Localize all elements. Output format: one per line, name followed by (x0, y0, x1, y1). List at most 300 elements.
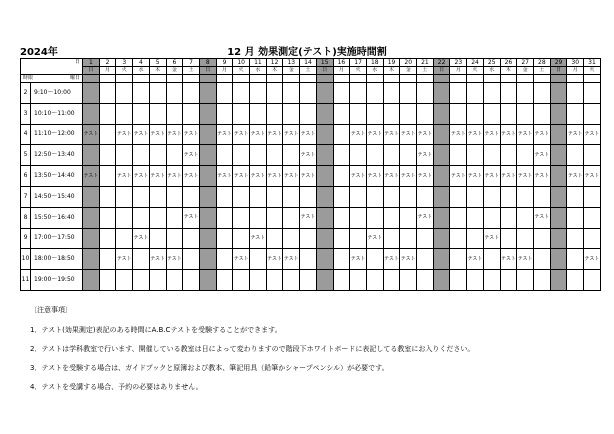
blank-cell (149, 75, 166, 83)
day-number-4: 4 (133, 59, 150, 67)
empty-cell (333, 83, 350, 104)
test-cell: テスト (300, 166, 317, 187)
empty-cell (233, 186, 250, 207)
day-number-9: 9 (216, 59, 233, 67)
empty-cell (83, 145, 100, 166)
period-time: 10:10～11:00 (31, 103, 83, 124)
weekday-24: 火 (467, 67, 484, 75)
test-cell: テスト (584, 249, 601, 270)
empty-cell (116, 207, 133, 228)
empty-cell (517, 145, 534, 166)
test-cell: テスト (467, 166, 484, 187)
empty-cell (567, 207, 584, 228)
empty-cell (467, 103, 484, 124)
empty-cell (216, 270, 233, 291)
empty-cell (99, 228, 116, 249)
empty-cell (467, 186, 484, 207)
blank-cell (316, 75, 333, 83)
empty-cell (333, 270, 350, 291)
test-cell: テスト (500, 249, 517, 270)
empty-cell (366, 145, 383, 166)
test-cell: テスト (233, 249, 250, 270)
empty-cell (233, 103, 250, 124)
test-cell: テスト (350, 124, 367, 145)
empty-cell (333, 103, 350, 124)
empty-cell (300, 83, 317, 104)
empty-cell (283, 145, 300, 166)
empty-cell (450, 207, 467, 228)
test-cell: テスト (149, 124, 166, 145)
blank-cell (99, 75, 116, 83)
empty-cell (450, 228, 467, 249)
empty-cell (149, 228, 166, 249)
test-cell: テスト (183, 207, 200, 228)
test-cell: テスト (517, 166, 534, 187)
day-number-30: 30 (567, 59, 584, 67)
period-row-11 (21, 270, 601, 291)
empty-cell (500, 228, 517, 249)
empty-cell (500, 145, 517, 166)
empty-cell (417, 249, 434, 270)
empty-cell (483, 103, 500, 124)
test-cell: テスト (383, 166, 400, 187)
test-cell: テスト (500, 124, 517, 145)
empty-cell (550, 83, 567, 104)
test-cell: テスト (533, 166, 550, 187)
test-cell: テスト (266, 249, 283, 270)
empty-cell (483, 145, 500, 166)
empty-cell (149, 83, 166, 104)
weekday-23: 月 (450, 67, 467, 75)
weekday-21: 土 (417, 67, 434, 75)
empty-cell (550, 124, 567, 145)
period-row-5 (21, 145, 601, 166)
empty-cell (266, 270, 283, 291)
empty-cell (467, 83, 484, 104)
empty-cell (99, 145, 116, 166)
test-cell: テスト (283, 166, 300, 187)
blank-cell (467, 75, 484, 83)
period-row-4 (21, 124, 601, 145)
weekday-26: 木 (500, 67, 517, 75)
empty-cell (199, 83, 216, 104)
blank-cell (333, 75, 350, 83)
test-cell: テスト (366, 166, 383, 187)
empty-cell (316, 124, 333, 145)
day-number-6: 6 (166, 59, 183, 67)
empty-cell (99, 207, 116, 228)
test-cell: テスト (350, 249, 367, 270)
day-number-20: 20 (400, 59, 417, 67)
empty-cell (483, 270, 500, 291)
test-cell: テスト (216, 124, 233, 145)
blank-cell (483, 75, 500, 83)
blank-cell (567, 75, 584, 83)
empty-cell (567, 228, 584, 249)
empty-cell (233, 145, 250, 166)
empty-cell (216, 145, 233, 166)
test-cell: テスト (166, 124, 183, 145)
period-label-cell (21, 75, 83, 83)
period-number: 9 (21, 228, 31, 249)
day-number-29: 29 (550, 59, 567, 67)
empty-cell (316, 145, 333, 166)
test-cell: テスト (567, 166, 584, 187)
empty-cell (166, 186, 183, 207)
period-number: 2 (21, 83, 31, 104)
empty-cell (216, 103, 233, 124)
period-row-3 (21, 103, 601, 124)
test-cell: テスト (233, 124, 250, 145)
period-row-7 (21, 186, 601, 207)
empty-cell (133, 145, 150, 166)
empty-cell (533, 83, 550, 104)
empty-cell (383, 207, 400, 228)
weekday-8: 日 (199, 67, 216, 75)
blank-cell (183, 75, 200, 83)
day-number-28: 28 (533, 59, 550, 67)
day-number-24: 24 (467, 59, 484, 67)
empty-cell (250, 83, 267, 104)
empty-cell (333, 207, 350, 228)
empty-cell (433, 270, 450, 291)
weekday-6: 金 (166, 67, 183, 75)
period-number: 7 (21, 186, 31, 207)
blank-cell (166, 75, 183, 83)
empty-cell (350, 103, 367, 124)
test-cell: テスト (283, 249, 300, 270)
empty-cell (99, 270, 116, 291)
empty-cell (116, 186, 133, 207)
empty-cell (567, 103, 584, 124)
empty-cell (500, 270, 517, 291)
test-cell: テスト (383, 249, 400, 270)
empty-cell (500, 83, 517, 104)
empty-cell (216, 83, 233, 104)
day-number-8: 8 (199, 59, 216, 67)
empty-cell (433, 124, 450, 145)
day-number-12: 12 (266, 59, 283, 67)
empty-cell (584, 270, 601, 291)
empty-cell (283, 207, 300, 228)
blank-cell (383, 75, 400, 83)
empty-cell (584, 103, 601, 124)
day-number-26: 26 (500, 59, 517, 67)
test-cell: テスト (116, 249, 133, 270)
test-cell: テスト (366, 124, 383, 145)
empty-cell (149, 103, 166, 124)
blank-cell (450, 75, 467, 83)
test-cell: テスト (417, 145, 434, 166)
empty-cell (584, 207, 601, 228)
day-number-22: 22 (433, 59, 450, 67)
empty-cell (316, 166, 333, 187)
test-cell: テスト (250, 228, 267, 249)
weekday-3: 火 (116, 67, 133, 75)
empty-cell (383, 270, 400, 291)
test-cell: テスト (400, 249, 417, 270)
test-cell: テスト (149, 166, 166, 187)
test-cell: テスト (467, 124, 484, 145)
period-row-2 (21, 83, 601, 104)
day-number-11: 11 (250, 59, 267, 67)
test-cell: テスト (533, 145, 550, 166)
day-number-7: 7 (183, 59, 200, 67)
empty-cell (350, 83, 367, 104)
empty-cell (283, 270, 300, 291)
blank-cell (433, 75, 450, 83)
blank-cell (233, 75, 250, 83)
empty-cell (366, 103, 383, 124)
blank-cell (133, 75, 150, 83)
test-cell: テスト (300, 145, 317, 166)
test-cell: テスト (517, 249, 534, 270)
empty-cell (533, 103, 550, 124)
empty-cell (133, 207, 150, 228)
empty-cell (500, 186, 517, 207)
weekday-14: 土 (300, 67, 317, 75)
empty-cell (383, 145, 400, 166)
blank-cell (83, 75, 100, 83)
empty-cell (166, 228, 183, 249)
test-cell: テスト (450, 166, 467, 187)
blank-cell (517, 75, 534, 83)
empty-cell (383, 83, 400, 104)
empty-cell (199, 124, 216, 145)
empty-cell (250, 103, 267, 124)
empty-cell (550, 249, 567, 270)
empty-cell (366, 249, 383, 270)
empty-cell (166, 103, 183, 124)
empty-cell (400, 270, 417, 291)
empty-cell (450, 186, 467, 207)
empty-cell (166, 207, 183, 228)
empty-cell (350, 186, 367, 207)
empty-cell (300, 186, 317, 207)
test-cell: テスト (149, 249, 166, 270)
empty-cell (199, 186, 216, 207)
empty-cell (250, 186, 267, 207)
empty-cell (266, 83, 283, 104)
empty-cell (149, 270, 166, 291)
empty-cell (333, 228, 350, 249)
day-number-31: 31 (584, 59, 601, 67)
test-cell: テスト (166, 249, 183, 270)
test-cell: テスト (83, 166, 100, 187)
blank-cell (199, 75, 216, 83)
blank-cell (350, 75, 367, 83)
note-item-2: 2．テストは学科教室で行います、開催している教室は日によって変わりますので階段下ホワイトボードに表記してる教室にお入りください。 (30, 345, 475, 353)
blank-cell (417, 75, 434, 83)
empty-cell (199, 270, 216, 291)
empty-cell (550, 186, 567, 207)
day-number-23: 23 (450, 59, 467, 67)
period-row-9 (21, 228, 601, 249)
empty-cell (199, 249, 216, 270)
empty-cell (333, 249, 350, 270)
empty-cell (567, 83, 584, 104)
period-time: 13:50～14:40 (31, 166, 83, 187)
empty-cell (83, 228, 100, 249)
empty-cell (567, 186, 584, 207)
test-cell: テスト (83, 124, 100, 145)
empty-cell (333, 186, 350, 207)
empty-cell (433, 103, 450, 124)
empty-cell (500, 103, 517, 124)
period-time: 17:00～17:50 (31, 228, 83, 249)
weekday-22: 日 (433, 67, 450, 75)
empty-cell (216, 207, 233, 228)
empty-cell (183, 83, 200, 104)
empty-cell (584, 228, 601, 249)
empty-cell (333, 166, 350, 187)
empty-cell (133, 103, 150, 124)
weekday-1: 日 (83, 67, 100, 75)
test-cell: テスト (116, 124, 133, 145)
test-cell: テスト (366, 228, 383, 249)
empty-cell (216, 249, 233, 270)
empty-cell (433, 166, 450, 187)
empty-cell (350, 207, 367, 228)
empty-cell (316, 186, 333, 207)
weekday-7: 土 (183, 67, 200, 75)
weekday-12: 木 (266, 67, 283, 75)
empty-cell (533, 228, 550, 249)
empty-cell (83, 270, 100, 291)
empty-cell (316, 249, 333, 270)
weekday-16: 月 (333, 67, 350, 75)
empty-cell (149, 207, 166, 228)
corner-weekday-label: 曜日 (69, 75, 80, 81)
empty-cell (500, 207, 517, 228)
empty-cell (517, 186, 534, 207)
empty-cell (333, 145, 350, 166)
test-cell: テスト (417, 207, 434, 228)
empty-cell (83, 249, 100, 270)
empty-cell (99, 249, 116, 270)
empty-cell (533, 249, 550, 270)
empty-cell (417, 270, 434, 291)
period-row-8 (21, 207, 601, 228)
day-number-10: 10 (233, 59, 250, 67)
empty-cell (283, 186, 300, 207)
empty-cell (183, 249, 200, 270)
period-number: 6 (21, 166, 31, 187)
empty-cell (467, 145, 484, 166)
empty-cell (83, 83, 100, 104)
empty-cell (450, 249, 467, 270)
blank-cell (250, 75, 267, 83)
blank-cell (116, 75, 133, 83)
empty-cell (99, 166, 116, 187)
test-cell: テスト (417, 166, 434, 187)
empty-cell (116, 103, 133, 124)
test-cell: テスト (300, 124, 317, 145)
empty-cell (216, 228, 233, 249)
empty-cell (550, 145, 567, 166)
empty-cell (316, 103, 333, 124)
blank-cell (216, 75, 233, 83)
day-number-25: 25 (483, 59, 500, 67)
test-cell: テスト (567, 124, 584, 145)
test-cell: テスト (250, 124, 267, 145)
empty-cell (400, 186, 417, 207)
test-cell: テスト (166, 166, 183, 187)
empty-cell (467, 270, 484, 291)
weekday-27: 金 (517, 67, 534, 75)
note-item-4: 4．テストを受講する場合、予約の必要はありません。 (30, 383, 203, 391)
test-cell: テスト (233, 166, 250, 187)
empty-cell (567, 249, 584, 270)
empty-cell (266, 186, 283, 207)
note-item-1: 1．テスト(効果測定)表記のある時間にA.B.Cテストを受験することができます。 (30, 326, 282, 334)
empty-cell (99, 103, 116, 124)
test-cell: テスト (584, 124, 601, 145)
period-time: 12:50～13:40 (31, 145, 83, 166)
weekday-11: 水 (250, 67, 267, 75)
test-cell: テスト (584, 166, 601, 187)
period-time: 11:10～12:00 (31, 124, 83, 145)
weekday-29: 日 (550, 67, 567, 75)
empty-cell (483, 249, 500, 270)
test-cell: テスト (183, 166, 200, 187)
empty-cell (550, 228, 567, 249)
test-cell: テスト (133, 228, 150, 249)
empty-cell (550, 207, 567, 228)
empty-cell (183, 270, 200, 291)
note-item-3: 3．テストを受験する場合は、ガイドブックと原簿および教本、筆記用具（鉛筆かシャープペンシル）が必要です。 (30, 364, 389, 372)
test-cell: テスト (467, 249, 484, 270)
day-number-3: 3 (116, 59, 133, 67)
empty-cell (199, 228, 216, 249)
day-number-14: 14 (300, 59, 317, 67)
empty-cell (233, 228, 250, 249)
empty-cell (450, 83, 467, 104)
empty-cell (83, 186, 100, 207)
empty-cell (400, 145, 417, 166)
empty-cell (166, 270, 183, 291)
empty-cell (383, 103, 400, 124)
weekday-31: 火 (584, 67, 601, 75)
empty-cell (99, 124, 116, 145)
empty-cell (183, 228, 200, 249)
empty-cell (400, 228, 417, 249)
weekday-2: 月 (99, 67, 116, 75)
empty-cell (133, 186, 150, 207)
empty-cell (417, 83, 434, 104)
empty-cell (199, 207, 216, 228)
empty-cell (83, 103, 100, 124)
empty-cell (567, 270, 584, 291)
day-number-13: 13 (283, 59, 300, 67)
empty-cell (450, 145, 467, 166)
empty-cell (517, 83, 534, 104)
period-number: 10 (21, 249, 31, 270)
empty-cell (133, 83, 150, 104)
day-number-17: 17 (350, 59, 367, 67)
empty-cell (133, 270, 150, 291)
period-number: 3 (21, 103, 31, 124)
empty-cell (300, 228, 317, 249)
period-time: 9:10～10:00 (31, 83, 83, 104)
empty-cell (550, 103, 567, 124)
period-number: 5 (21, 145, 31, 166)
empty-cell (300, 270, 317, 291)
test-cell: テスト (183, 124, 200, 145)
empty-cell (250, 145, 267, 166)
empty-cell (483, 207, 500, 228)
empty-cell (550, 270, 567, 291)
